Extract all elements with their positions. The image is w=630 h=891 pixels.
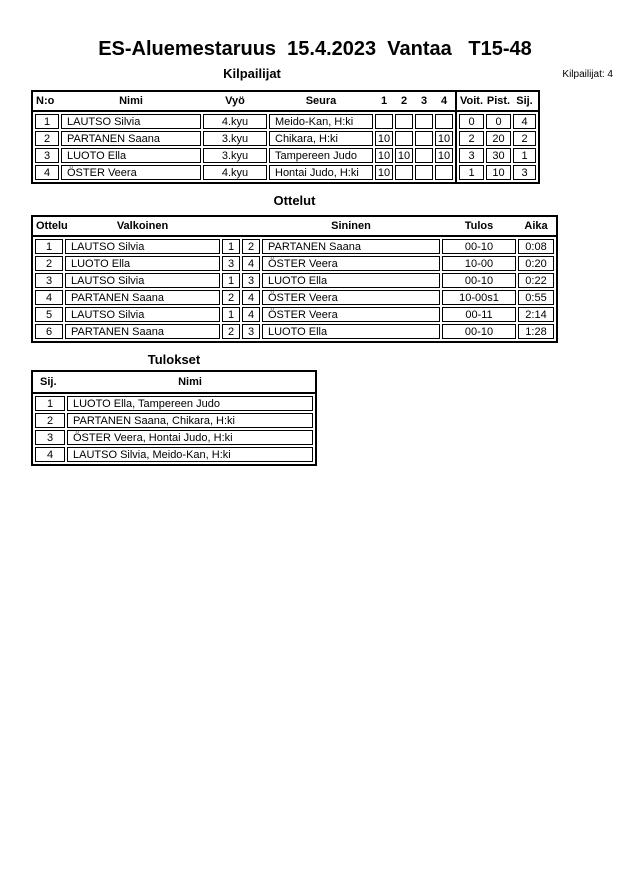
header-nimi: Nimi bbox=[178, 376, 202, 388]
cell-sij: 2 bbox=[35, 413, 65, 428]
cell-r2 bbox=[395, 165, 413, 180]
cell-ottelu: 6 bbox=[35, 324, 63, 339]
cell-aika: 2:14 bbox=[518, 307, 554, 322]
cell-sij: 3 bbox=[35, 430, 65, 445]
cell-tulos: 10-00 bbox=[442, 256, 516, 271]
cell-seura: Hontai Judo, H:ki bbox=[269, 165, 373, 180]
header-underline bbox=[31, 235, 558, 237]
cell-seura: Tampereen Judo bbox=[269, 148, 373, 163]
cell-sij: 4 bbox=[513, 114, 536, 129]
cell-sininen: ÖSTER Veera bbox=[262, 290, 440, 305]
cell-bno: 3 bbox=[242, 273, 260, 288]
cell-r1: 10 bbox=[375, 165, 393, 180]
cell-wno: 2 bbox=[222, 324, 240, 339]
header-vyo: Vyö bbox=[225, 95, 245, 107]
cell-tulos: 10-00s1 bbox=[442, 290, 516, 305]
cell-r3 bbox=[415, 148, 433, 163]
cell-ottelu: 5 bbox=[35, 307, 63, 322]
cell-nimi: LUOTO Ella bbox=[61, 148, 201, 163]
cell-sininen: ÖSTER Veera bbox=[262, 256, 440, 271]
cell-vyo: 3.kyu bbox=[203, 148, 267, 163]
cell-no: 3 bbox=[35, 148, 59, 163]
cell-sininen: PARTANEN Saana bbox=[262, 239, 440, 254]
cell-r4 bbox=[435, 114, 453, 129]
cell-ottelu: 1 bbox=[35, 239, 63, 254]
cell-valkoinen: PARTANEN Saana bbox=[65, 324, 220, 339]
ottelut-heading: Ottelut bbox=[273, 193, 316, 208]
cell-sij: 3 bbox=[513, 165, 536, 180]
header-seura: Seura bbox=[305, 95, 337, 107]
header-no: N:o bbox=[36, 95, 55, 107]
cell-voit: 3 bbox=[459, 148, 484, 163]
cell-sij: 2 bbox=[513, 131, 536, 146]
cell-r1 bbox=[375, 114, 393, 129]
cell-no: 1 bbox=[35, 114, 59, 129]
cell-valkoinen: LAUTSO Silvia bbox=[65, 239, 220, 254]
cell-sij: 1 bbox=[35, 396, 65, 411]
cell-bno: 2 bbox=[242, 239, 260, 254]
cell-no: 2 bbox=[35, 131, 59, 146]
header-sij: Sij. bbox=[516, 95, 533, 107]
cell-pist: 20 bbox=[486, 131, 511, 146]
cell-ottelu: 3 bbox=[35, 273, 63, 288]
cell-r1: 10 bbox=[375, 148, 393, 163]
cell-r4 bbox=[435, 165, 453, 180]
cell-nimi: ÖSTER Veera bbox=[61, 165, 201, 180]
header-r4: 4 bbox=[440, 95, 448, 107]
header-nimi: Nimi bbox=[119, 95, 143, 107]
cell-tulos: 00-10 bbox=[442, 273, 516, 288]
cell-nimi: ÖSTER Veera, Hontai Judo, H:ki bbox=[67, 430, 313, 445]
cell-wno: 1 bbox=[222, 239, 240, 254]
cell-vyo: 4.kyu bbox=[203, 114, 267, 129]
header-pist: Pist. bbox=[486, 95, 511, 107]
cell-sininen: LUOTO Ella bbox=[262, 324, 440, 339]
cell-wno: 1 bbox=[222, 307, 240, 322]
cell-sij: 1 bbox=[513, 148, 536, 163]
cell-pist: 10 bbox=[486, 165, 511, 180]
cell-vyo: 3.kyu bbox=[203, 131, 267, 146]
header-sij: Sij. bbox=[40, 376, 57, 388]
cell-bno: 4 bbox=[242, 290, 260, 305]
cell-sininen: LUOTO Ella bbox=[262, 273, 440, 288]
kilpailijat-heading: Kilpailijat bbox=[223, 66, 281, 81]
cell-wno: 2 bbox=[222, 290, 240, 305]
header-underline bbox=[31, 110, 540, 112]
header-wno bbox=[222, 219, 240, 233]
kilpailijat-table bbox=[31, 90, 540, 184]
page-title: ES-Aluemestaruus 15.4.2023 Vantaa T15-48 bbox=[98, 38, 532, 60]
cell-seura: Chikara, H:ki bbox=[269, 131, 373, 146]
cell-sininen: ÖSTER Veera bbox=[262, 307, 440, 322]
cell-aika: 0:55 bbox=[518, 290, 554, 305]
cell-no: 4 bbox=[35, 165, 59, 180]
header-voit: Voit. bbox=[459, 95, 483, 107]
cell-aika: 0:22 bbox=[518, 273, 554, 288]
cell-bno: 4 bbox=[242, 256, 260, 271]
cell-r4: 10 bbox=[435, 131, 453, 146]
cell-pist: 30 bbox=[486, 148, 511, 163]
header-valkoinen: Valkoinen bbox=[116, 220, 169, 232]
cell-nimi: LAUTSO Silvia bbox=[61, 114, 201, 129]
cell-ottelu: 4 bbox=[35, 290, 63, 305]
cell-voit: 1 bbox=[459, 165, 484, 180]
cell-vyo: 4.kyu bbox=[203, 165, 267, 180]
header-sininen: Sininen bbox=[331, 220, 371, 232]
cell-valkoinen: LAUTSO Silvia bbox=[65, 273, 220, 288]
header-r1: 1 bbox=[380, 95, 388, 107]
section-divider bbox=[455, 90, 457, 184]
cell-ottelu: 2 bbox=[35, 256, 63, 271]
header-aika: Aika bbox=[524, 220, 548, 232]
cell-nimi: PARTANEN Saana bbox=[61, 131, 201, 146]
cell-r3 bbox=[415, 165, 433, 180]
header-underline bbox=[31, 392, 317, 394]
cell-valkoinen: LUOTO Ella bbox=[65, 256, 220, 271]
header-r2: 2 bbox=[400, 95, 408, 107]
cell-r4: 10 bbox=[435, 148, 453, 163]
cell-r2 bbox=[395, 131, 413, 146]
cell-valkoinen: PARTANEN Saana bbox=[65, 290, 220, 305]
header-ottelu: Ottelu bbox=[36, 220, 68, 232]
cell-aika: 1:28 bbox=[518, 324, 554, 339]
cell-wno: 1 bbox=[222, 273, 240, 288]
cell-r3 bbox=[415, 131, 433, 146]
cell-r2 bbox=[395, 114, 413, 129]
cell-nimi: LUOTO Ella, Tampereen Judo bbox=[67, 396, 313, 411]
cell-sij: 4 bbox=[35, 447, 65, 462]
header-bno bbox=[242, 219, 260, 233]
cell-aika: 0:08 bbox=[518, 239, 554, 254]
cell-tulos: 00-10 bbox=[442, 239, 516, 254]
header-tulos: Tulos bbox=[464, 220, 494, 232]
tulokset-table bbox=[31, 370, 317, 466]
cell-tulos: 00-10 bbox=[442, 324, 516, 339]
cell-nimi: PARTANEN Saana, Chikara, H:ki bbox=[67, 413, 313, 428]
header-r3: 3 bbox=[420, 95, 428, 107]
cell-voit: 0 bbox=[459, 114, 484, 129]
cell-bno: 3 bbox=[242, 324, 260, 339]
cell-tulos: 00-11 bbox=[442, 307, 516, 322]
cell-seura: Meido-Kan, H:ki bbox=[269, 114, 373, 129]
cell-nimi: LAUTSO Silvia, Meido-Kan, H:ki bbox=[67, 447, 313, 462]
tulokset-heading: Tulokset bbox=[147, 352, 201, 367]
cell-r3 bbox=[415, 114, 433, 129]
competitors-count: Kilpailijat: 4 bbox=[562, 69, 613, 80]
cell-bno: 4 bbox=[242, 307, 260, 322]
cell-r2: 10 bbox=[395, 148, 413, 163]
cell-wno: 3 bbox=[222, 256, 240, 271]
cell-aika: 0:20 bbox=[518, 256, 554, 271]
cell-pist: 0 bbox=[486, 114, 511, 129]
cell-r1: 10 bbox=[375, 131, 393, 146]
ottelut-table bbox=[31, 215, 558, 343]
cell-valkoinen: LAUTSO Silvia bbox=[65, 307, 220, 322]
cell-voit: 2 bbox=[459, 131, 484, 146]
